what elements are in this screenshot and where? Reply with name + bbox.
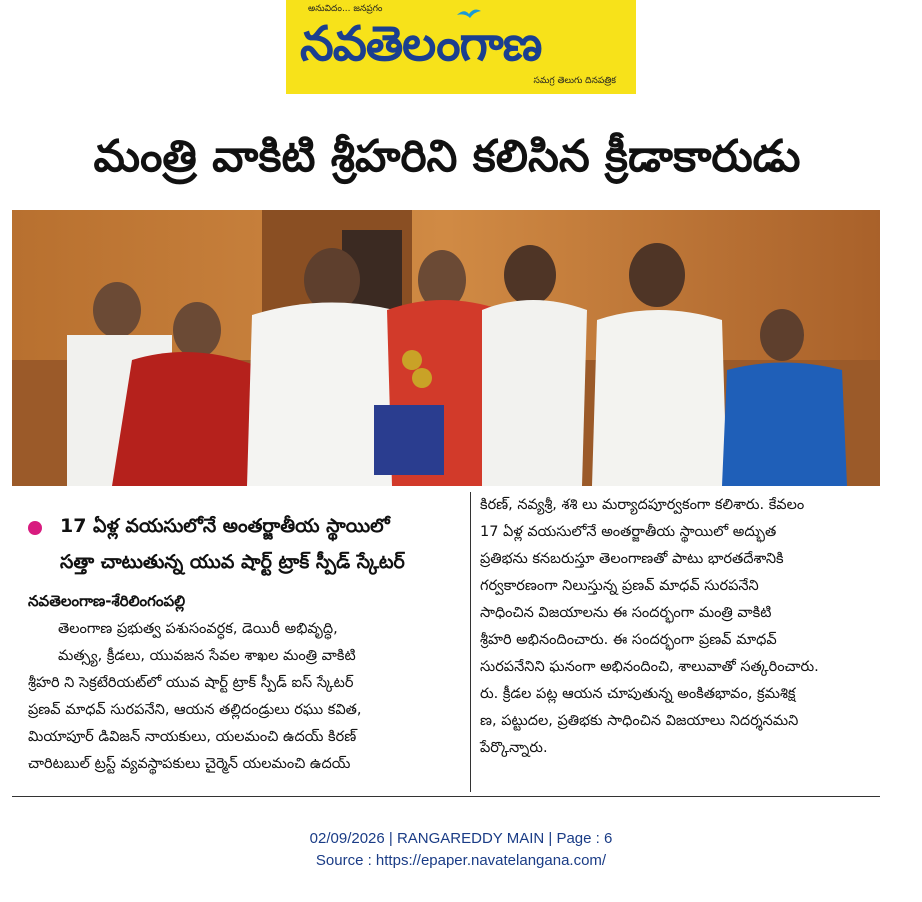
article-subhead-line: 17 ఏళ్ల వయసులోనే అంతర్జాతీయ స్థాయిలో [60, 515, 390, 537]
text-line: చారిటబుల్ ట్రస్ట్ వ్యవస్థాపకులు చైర్మెన్ యలమంచి ఉదయ్ [28, 756, 351, 772]
photo-illustration [12, 210, 880, 486]
text-line: ప్రణవ్ మాధవ్ సురపనేని, ఆయన తల్లిదండ్రులు రఘు కవిత, [28, 702, 362, 718]
masthead-subtagline: సమగ్ర తెలుగు దినపత్రిక [533, 76, 616, 86]
subhead-bullet [28, 521, 42, 535]
article-photo [12, 210, 880, 486]
article-bottom-rule [12, 796, 880, 797]
text-line: గర్వకారణంగా నిలుస్తున్న ప్రణవ్ మాధవ్ సురపనేని [480, 578, 759, 594]
text-line: సురపనేనిని ఘనంగా అభినందించి, శాలువాతో సత్కరించారు. [480, 659, 819, 675]
article-left-column [28, 616, 460, 778]
text-line: ప్రతిభను కనబరుస్తూ తెలంగాణతో పాటు భారతదేశానికి [480, 551, 784, 567]
text-line: పేర్కొన్నారు. [480, 740, 548, 756]
masthead-logo [286, 0, 636, 94]
footer-edition-info: 02/09/2026 | RANGAREDDY MAIN | Page : 6 [309, 830, 613, 847]
text-line: రు. క్రీడల పట్ల ఆయన చూపుతున్న అంకితభావం, క్రమశిక్ష [480, 686, 796, 702]
text-line: సాధించిన విజయాలను ఈ సందర్భంగా మంత్రి వాకిటి [480, 605, 772, 621]
text-line: తెలంగాణ ప్రభుత్వ పశుసంవర్ధక, డెయిరీ అభివృద్ధి, [58, 621, 338, 637]
masthead-brand: నవతెలంగాణ [300, 16, 542, 72]
article-subhead-line: సత్తా చాటుతున్న యువ షార్ట్ ట్రాక్ స్పీడ్ స్కేటర్ [60, 551, 405, 573]
text-line: శ్రీహరి అభినందించారు. ఈ సందర్భంగా ప్రణవ్ మాధవ్ [480, 632, 777, 648]
article-byline: నవతెలంగాణ-శేరిలింగంపల్లి [28, 592, 186, 610]
text-line: ణ, పట్టుదల, ప్రతిభకు సాధించిన విజయాలు నిదర్శనమని [480, 713, 799, 729]
masthead-tagline: అనువిదం... జనప్రగం [308, 4, 383, 14]
text-line: 17 ఏళ్ల వయసులోనే అంతర్జాతీయ స్థాయిలో అద్భుత [480, 524, 777, 540]
column-divider [470, 492, 471, 792]
text-line: మియాపూర్ డివిజన్ నాయకులు, యలమంచి ఉదయ్ కిరణ్ [28, 729, 357, 745]
text-line: కిరణ్, నవ్యశ్రీ, శశి లు మర్యాదపూర్వకంగా కలిశారు. కేవలం [480, 497, 805, 513]
text-line: మత్స్య, క్రీడలు, యువజన సేవల శాఖల మంత్రి వాకిటి [58, 648, 356, 664]
article-right-column [480, 492, 876, 762]
article-headline: మంత్రి వాకిటి శ్రీహరిని కలిసిన క్రీడాకారుడు [93, 131, 801, 182]
footer-source-link[interactable]: Source : https://epaper.navatelangana.com/ [315, 852, 607, 869]
text-line: శ్రీహరి ని సెక్రటేరియట్‌లో యువ షార్ట్ ట్రాక్ స్పీడ్ ఐస్ స్కేటర్ [28, 675, 354, 691]
